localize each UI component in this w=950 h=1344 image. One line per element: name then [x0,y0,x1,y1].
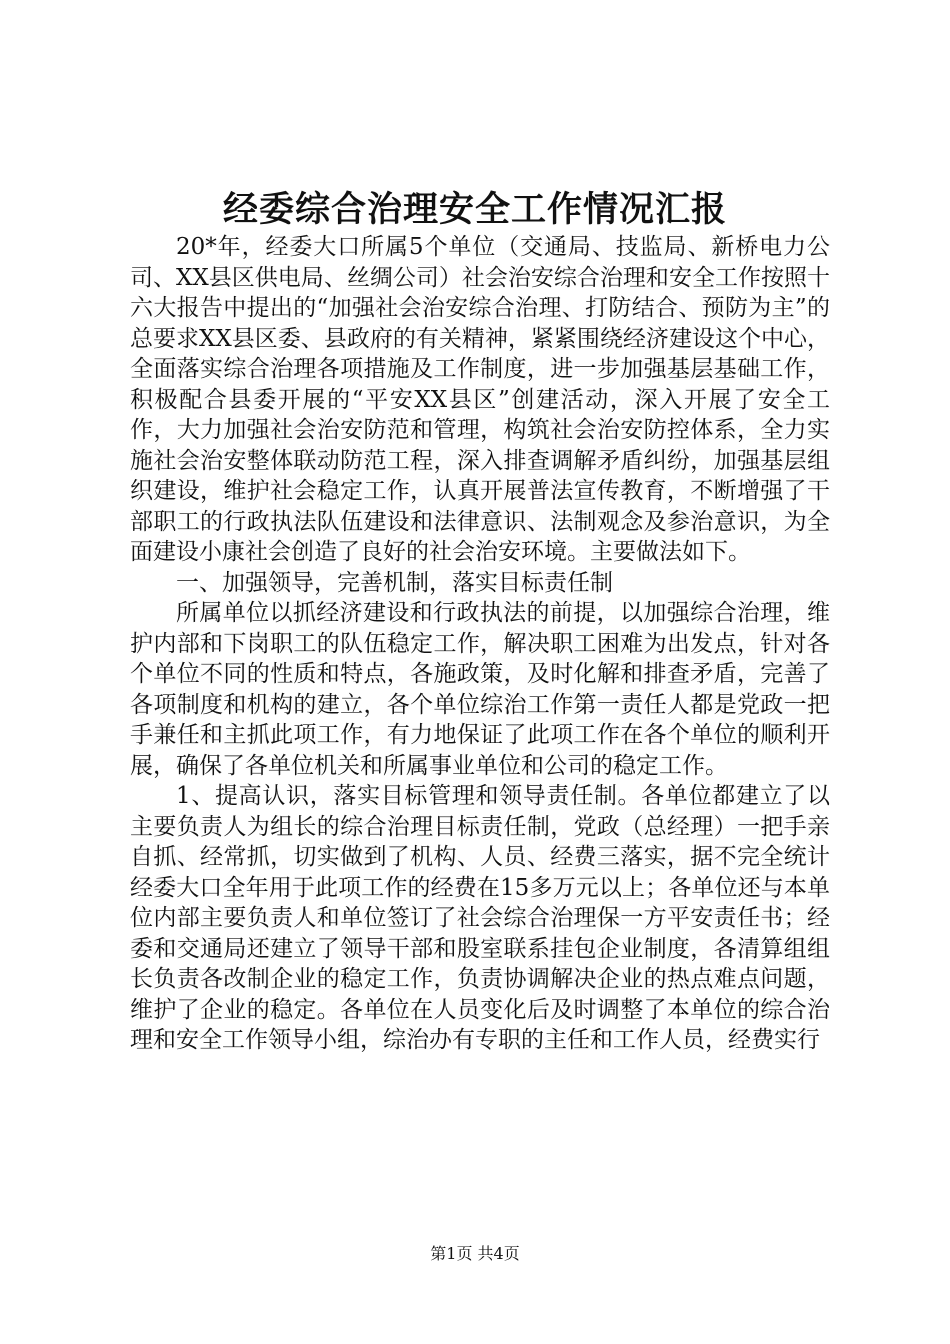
page-footer [0,1243,950,1265]
page-total: 共4页 [477,1244,520,1263]
document-body [130,232,830,1056]
paragraph-intro: 20*年，经委大口所属5个单位（交通局、技监局、新桥电力公司、XX县区供电局、丝绸公司）社会治安综合治理和安全工作按照十六大报告中提出的“加强社会治安综合治理、打防结合、预防为主”的总要求XX县区委、县政府的有关精神，紧紧围绕经济建设这个中心，全面落实综合治理各项措施及工作制度，进一步加强基层基础工作，积极配合县委开展的“平安XX县区”创建活动，深入开展了安全工作，大力加强社会治安防范和管理，构筑社会治安防控体系，全力实施社会治安整体联动防范工程，深入排查调解矛盾纠纷，加强基层组织建设，维护社会稳定工作，认真开展普法宣传教育，不断增强了干部职工的行政执法队伍建设和法律意识、法制观念及参治意识，为全面建设小康社会创造了良好的社会治安环境。主要做法如下。 [130,234,830,565]
paragraph-item-1: 1、提高认识，落实目标管理和领导责任制。各单位都建立了以主要负责人为组长的综合治理目标责任制，党政（总经理）一把手亲自抓、经常抓，切实做到了机构、人员、经费三落实，据不完全统计经委大口全年用于此项工作的经费在15多万元以上；各单位还与本单位内部主要负责人和单位签订了社会综合治理保一方平安责任书；经委和交通局还建立了领导干部和股室联系挂包企业制度，各清算组组长负责各改制企业的稳定工作，负责协调解决企业的热点难点问题，维护了企业的稳定。各单位在人员变化后及时调整了本单位的综合治理和安全工作领导小组，综治办有专职的主任和工作人员，经费实行 [130,783,830,1053]
section-heading-1: 一、加强领导，完善机制，落实目标责任制 [176,569,613,596]
page-number: 第1页 [430,1244,473,1263]
document-title: 经委综合治理安全工作情况汇报 [222,189,727,230]
paragraph-section-1: 所属单位以抓经济建设和行政执法的前提，以加强综合治理，维护内部和下岗职工的队伍稳定工作，解决职工困难为出发点，针对各个单位不同的性质和特点，各施政策，及时化解和排查矛盾，完善了各项制度和机构的建立，各个单位综治工作第一责任人都是党政一把手兼任和主抓此项工作，有力地保证了此项工作在各个单位的顺利开展，确保了各单位机关和所属事业单位和公司的稳定工作。 [130,600,830,779]
